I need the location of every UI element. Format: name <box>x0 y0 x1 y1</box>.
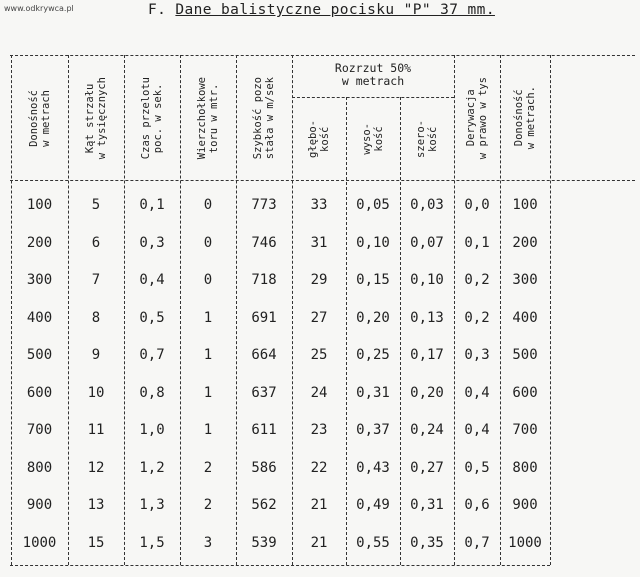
cell-velocity: 746 <box>251 234 277 251</box>
cell-time: 0,5 <box>139 309 165 326</box>
cell-time: 1,3 <box>139 497 165 513</box>
cell-ordinate: 2 <box>203 459 213 476</box>
cell-angle: 9 <box>91 347 101 363</box>
cell-width: 0,20 <box>410 384 444 401</box>
cell-depth: 22 <box>310 459 328 476</box>
cell-depth: 33 <box>310 197 328 213</box>
cell-ordinate: 2 <box>203 497 213 513</box>
cell-velocity: 691 <box>251 309 277 326</box>
table-top-border <box>10 55 635 56</box>
cell-ordinate: 1 <box>203 422 213 438</box>
cell-width: 0,35 <box>410 534 444 551</box>
cell-time: 0,4 <box>139 272 165 288</box>
cell-angle: 5 <box>91 197 101 213</box>
cell-drift: 0,2 <box>464 309 490 326</box>
cell-range2: 700 <box>512 422 538 438</box>
cell-drift: 0,7 <box>464 534 490 551</box>
header-angle: Kąt strzału w tysięcznych <box>84 76 108 160</box>
cell-height: 0,49 <box>356 497 390 513</box>
cell-velocity: 773 <box>251 197 277 213</box>
cell-range2: 1000 <box>508 534 542 551</box>
cell-height: 0,05 <box>356 197 390 213</box>
cell-angle: 15 <box>87 534 105 551</box>
cell-time: 1,0 <box>139 422 165 438</box>
cell-range: 400 <box>26 309 53 326</box>
cell-drift: 0,4 <box>464 422 490 438</box>
cell-depth: 31 <box>310 234 328 251</box>
cell-time: 1,5 <box>139 534 165 551</box>
header-depth: głębo- kość <box>307 120 331 158</box>
cell-velocity: 637 <box>251 384 277 401</box>
cell-ordinate: 0 <box>203 197 213 213</box>
cell-velocity: 539 <box>251 534 277 551</box>
cell-height: 0,25 <box>356 347 390 363</box>
cell-drift: 0,4 <box>464 384 490 401</box>
cell-height: 0,55 <box>356 534 390 551</box>
cell-ordinate: 1 <box>203 347 213 363</box>
cell-range2: 100 <box>512 197 538 213</box>
cell-ordinate: 3 <box>203 534 213 551</box>
cell-range: 600 <box>26 384 53 401</box>
cell-range: 1000 <box>22 534 57 551</box>
header-ordinate: Wierzchołkowe toru w mtr. <box>196 76 220 160</box>
cell-ordinate: 0 <box>203 234 213 251</box>
cell-height: 0,31 <box>356 384 390 401</box>
cell-angle: 6 <box>91 234 101 251</box>
cell-range: 200 <box>26 234 53 251</box>
cell-width: 0,24 <box>410 422 444 438</box>
cell-angle: 11 <box>87 422 105 438</box>
cell-range: 500 <box>26 347 53 363</box>
cell-depth: 21 <box>310 534 328 551</box>
cell-height: 0,10 <box>356 234 390 251</box>
header-velocity: Szybkość pozo stała w m/sek <box>252 76 276 160</box>
cell-angle: 7 <box>91 272 101 288</box>
watermark: www.odkrywca.pl <box>4 4 74 13</box>
cell-depth: 23 <box>310 422 328 438</box>
cell-ordinate: 0 <box>203 272 213 288</box>
header-range: Donośność w metrach <box>27 89 52 147</box>
cell-time: 0,7 <box>139 347 165 363</box>
cell-range2: 600 <box>512 384 538 401</box>
cell-width: 0,27 <box>410 459 444 476</box>
header-range-right: Donośność w metrach. <box>513 86 537 150</box>
cell-depth: 27 <box>310 309 328 326</box>
cell-velocity: 718 <box>251 272 277 288</box>
cell-velocity: 664 <box>251 347 277 363</box>
cell-depth: 29 <box>310 272 328 288</box>
header-height: wyso- kość <box>361 123 385 155</box>
cell-height: 0,37 <box>356 422 390 438</box>
cell-angle: 12 <box>87 459 105 476</box>
cell-range: 100 <box>26 197 53 213</box>
cell-angle: 13 <box>87 497 105 513</box>
title-text: Dane balistyczne pocisku "P" 37 mm. <box>175 2 495 18</box>
cell-ordinate: 1 <box>203 309 213 326</box>
cell-height: 0,15 <box>356 272 390 288</box>
cell-velocity: 611 <box>251 422 277 438</box>
cell-width: 0,17 <box>410 347 444 363</box>
cell-range2: 900 <box>512 497 538 513</box>
cell-velocity: 562 <box>251 497 277 513</box>
title-prefix: F. <box>148 2 167 18</box>
cell-drift: 0,6 <box>464 497 490 513</box>
cell-width: 0,13 <box>410 309 444 326</box>
cell-range2: 400 <box>512 309 538 326</box>
dispersion-group-divider <box>292 97 454 98</box>
cell-width: 0,07 <box>410 234 444 251</box>
cell-time: 0,3 <box>139 234 165 251</box>
header-time: Czas przelotu poc. w sek. <box>140 76 164 160</box>
cell-depth: 24 <box>310 384 328 401</box>
cell-range: 900 <box>26 497 53 513</box>
cell-velocity: 586 <box>251 459 277 476</box>
col-divider-10 <box>550 55 551 565</box>
cell-height: 0,43 <box>356 459 390 476</box>
cell-range: 300 <box>26 272 53 288</box>
header-bottom-border <box>10 180 635 181</box>
cell-drift: 0,0 <box>464 197 490 213</box>
cell-range: 800 <box>26 459 53 476</box>
cell-angle: 10 <box>87 384 105 401</box>
page-title <box>148 2 495 18</box>
cell-ordinate: 1 <box>203 384 213 401</box>
cell-time: 1,2 <box>139 459 165 476</box>
cell-range2: 300 <box>512 272 538 288</box>
cell-width: 0,31 <box>410 497 444 513</box>
header-dispersion-group: Rozrzut 50% w metrach <box>334 61 412 88</box>
cell-drift: 0,3 <box>464 347 490 363</box>
cell-width: 0,03 <box>410 197 444 213</box>
cell-time: 0,1 <box>139 197 165 213</box>
cell-range: 700 <box>26 422 53 438</box>
cell-depth: 25 <box>310 347 328 363</box>
cell-width: 0,10 <box>410 272 444 288</box>
header-drift: Derywacja w prawo w tys <box>465 76 489 160</box>
cell-height: 0,20 <box>356 309 390 326</box>
header-width: szero- kość <box>415 120 439 158</box>
cell-time: 0,8 <box>139 384 165 401</box>
cell-drift: 0,5 <box>464 459 490 476</box>
cell-range2: 200 <box>512 234 538 251</box>
cell-drift: 0,1 <box>464 234 490 251</box>
cell-range2: 500 <box>512 347 538 363</box>
cell-depth: 21 <box>310 497 328 513</box>
cell-drift: 0,2 <box>464 272 490 288</box>
table-bottom-border <box>10 565 550 566</box>
cell-angle: 8 <box>91 309 101 326</box>
cell-range2: 800 <box>512 459 538 476</box>
